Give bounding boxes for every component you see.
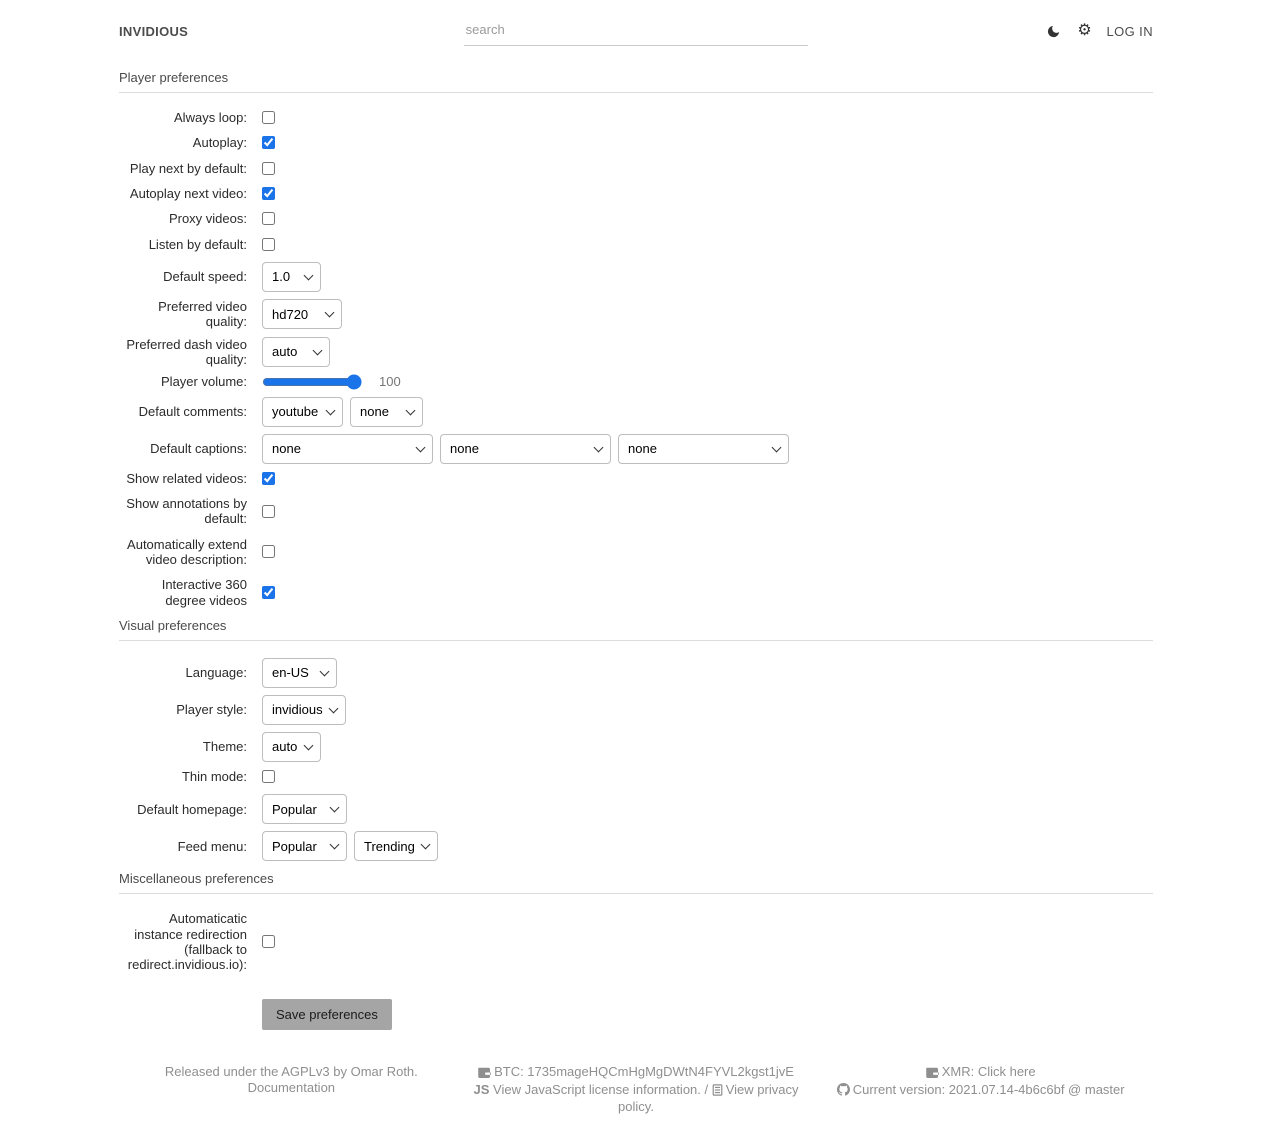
field-label: Show annotations by default: xyxy=(126,495,247,527)
row-annotations xyxy=(119,496,1153,527)
feed-menu-second-select[interactable] xyxy=(354,831,438,861)
section-misc-preferences xyxy=(119,871,1153,972)
row-player-style xyxy=(119,695,1153,725)
field-label: Default captions: xyxy=(150,440,247,456)
section-title: Miscellaneous preferences xyxy=(119,871,274,887)
comments-fallback-select[interactable] xyxy=(350,397,423,427)
row-default-homepage xyxy=(119,794,1153,824)
vr-mode-checkbox[interactable] xyxy=(262,586,275,599)
row-auto-redirect xyxy=(119,911,1153,972)
wallet-icon xyxy=(478,1066,491,1081)
footer-donate-column xyxy=(464,1064,809,1116)
theme-select[interactable] xyxy=(262,732,321,762)
field-label: Language: xyxy=(185,665,247,681)
field-label: Show related videos: xyxy=(126,470,247,486)
annotations-checkbox[interactable] xyxy=(262,505,275,518)
default-speed-select[interactable] xyxy=(262,262,321,292)
captions-third-select[interactable] xyxy=(618,434,789,464)
wallet-icon xyxy=(926,1066,939,1081)
field-label: Autoplay: xyxy=(192,135,247,151)
page-footer xyxy=(119,1064,1153,1136)
row-proxy-videos xyxy=(119,211,1153,226)
field-label: Default speed: xyxy=(163,269,247,285)
field-label: Player volume: xyxy=(161,374,247,390)
section-player-preferences xyxy=(119,70,1153,608)
btc-address: BTC: 1735mageHQCmHgMgDWtN4FYVL2kgst1jvE xyxy=(494,1063,794,1079)
moon-icon xyxy=(1046,24,1061,39)
autoplay-checkbox[interactable] xyxy=(262,136,275,149)
captions-first-select[interactable] xyxy=(262,434,433,464)
divider xyxy=(119,893,1153,894)
row-always-loop xyxy=(119,110,1153,125)
search-area xyxy=(464,16,809,46)
auto-redirect-checkbox[interactable] xyxy=(262,935,275,948)
row-default-speed xyxy=(119,262,1153,292)
row-language xyxy=(119,658,1153,688)
divider xyxy=(119,92,1153,93)
github-icon xyxy=(837,1083,850,1099)
row-play-next xyxy=(119,161,1153,176)
field-label: Automatically extend video description: xyxy=(127,536,247,567)
row-autoplay-next xyxy=(119,186,1153,201)
related-videos-checkbox[interactable] xyxy=(262,472,275,485)
xmr-link[interactable]: Click here xyxy=(977,1063,1036,1079)
section-title: Visual preferences xyxy=(119,617,227,633)
xmr-label: XMR: xyxy=(941,1063,978,1079)
field-label: Default comments: xyxy=(138,403,247,419)
row-feed-menu xyxy=(119,831,1153,861)
field-label: Interactive 360 degree videos xyxy=(161,577,247,608)
player-style-select[interactable] xyxy=(262,695,346,725)
field-label: Always loop: xyxy=(174,110,247,125)
document-icon xyxy=(712,1084,723,1099)
divider xyxy=(119,640,1153,641)
player-volume-slider[interactable] xyxy=(262,375,362,389)
row-listen-default xyxy=(119,237,1153,252)
row-video-quality xyxy=(119,299,1153,330)
comments-primary-select[interactable] xyxy=(262,397,343,427)
field-label: Listen by default: xyxy=(148,236,247,252)
field-label: Proxy videos: xyxy=(168,211,247,227)
row-theme xyxy=(119,732,1153,762)
row-player-volume xyxy=(119,374,1153,389)
captions-second-select[interactable] xyxy=(440,434,611,464)
proxy-videos-checkbox[interactable] xyxy=(262,212,275,225)
preferences-button[interactable] xyxy=(1076,22,1094,40)
field-label: Play next by default: xyxy=(129,160,247,176)
license-text: Released under the AGPLv3 by Omar Roth. xyxy=(164,1063,418,1079)
gear-icon: ⚙ xyxy=(1077,22,1092,39)
field-label: Feed menu: xyxy=(177,838,247,854)
autoplay-next-checkbox[interactable] xyxy=(262,187,275,200)
field-label: Theme: xyxy=(202,739,247,755)
language-select[interactable] xyxy=(262,658,337,688)
version-text: Current version: 2021.07.14-4b6c6bf @ master xyxy=(852,1081,1125,1097)
field-label: Preferred dash video quality: xyxy=(126,336,247,367)
brand-link[interactable]: INVIDIOUS xyxy=(119,23,189,39)
row-extend-description xyxy=(119,537,1153,568)
extend-description-checkbox[interactable] xyxy=(262,545,275,558)
feed-menu-first-select[interactable] xyxy=(262,831,347,861)
search-input[interactable] xyxy=(464,16,809,46)
js-license-link[interactable]: View JavaScript license information. xyxy=(493,1081,701,1097)
footer-license-column xyxy=(119,1064,464,1116)
homepage-select[interactable] xyxy=(262,794,347,824)
listen-default-checkbox[interactable] xyxy=(262,238,275,251)
footer-separator: / xyxy=(700,1081,712,1097)
volume-value: 100 xyxy=(379,374,401,390)
js-icon: JS xyxy=(473,1081,490,1097)
row-vr-mode xyxy=(119,577,1153,608)
save-preferences-button[interactable]: Save preferences xyxy=(262,999,392,1030)
play-next-checkbox[interactable] xyxy=(262,162,275,175)
row-default-comments xyxy=(119,397,1153,427)
field-label: Preferred video quality: xyxy=(158,298,247,330)
login-link[interactable]: LOG IN xyxy=(1106,23,1153,39)
documentation-link[interactable]: Documentation xyxy=(247,1079,336,1095)
section-visual-preferences xyxy=(119,618,1153,861)
dash-quality-select[interactable] xyxy=(262,337,330,367)
top-navbar xyxy=(119,0,1153,46)
footer-version-column xyxy=(808,1064,1153,1116)
privacy-policy-link[interactable]: View privacy policy. xyxy=(618,1081,799,1115)
field-label: Automaticatic instance redirection (fallback to redirect.invidious.io): xyxy=(127,911,247,973)
video-quality-select[interactable] xyxy=(262,299,342,329)
field-label: Default homepage: xyxy=(137,801,247,817)
section-title: Player preferences xyxy=(119,70,229,85)
page-container xyxy=(119,0,1153,1136)
brand-area xyxy=(119,24,464,39)
field-label: Thin mode: xyxy=(181,768,247,784)
row-thin-mode xyxy=(119,769,1153,784)
row-related-videos xyxy=(119,471,1153,486)
header-actions xyxy=(808,22,1153,40)
field-label: Player style: xyxy=(176,702,247,718)
field-label: Autoplay next video: xyxy=(129,185,247,201)
row-autoplay xyxy=(119,135,1153,150)
row-default-captions xyxy=(119,434,1153,464)
always-loop-checkbox[interactable] xyxy=(262,111,275,124)
thin-mode-checkbox[interactable] xyxy=(262,770,275,783)
row-dash-quality xyxy=(119,337,1153,368)
dark-mode-toggle[interactable] xyxy=(1045,22,1063,40)
